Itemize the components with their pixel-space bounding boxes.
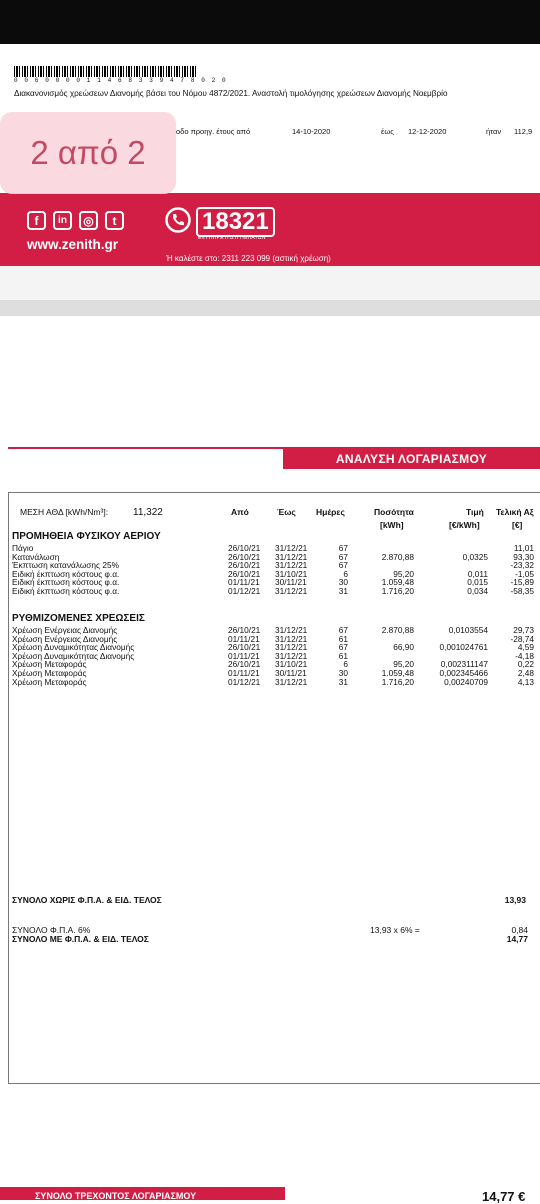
row-total: -23,32 xyxy=(510,560,534,571)
row-total: 29,73 xyxy=(513,625,534,635)
prev-period-to-label: έως xyxy=(381,127,394,136)
row-total: 0,22 xyxy=(517,659,534,670)
col-total-unit: [€] xyxy=(512,520,523,530)
col-price: Τιμή xyxy=(466,507,484,517)
row-from: 26/10/21 xyxy=(228,551,261,562)
row-days: 30 xyxy=(338,668,348,678)
avg-value: 11,322 xyxy=(133,507,163,518)
row-days: 30 xyxy=(338,577,348,588)
row-qty: 2.870,88 xyxy=(381,625,414,635)
twitter-icon[interactable]: t xyxy=(105,211,124,230)
row-total: 11,01 xyxy=(513,543,534,553)
row-to: 31/12/21 xyxy=(275,560,308,571)
row-qty: 1.716,20 xyxy=(381,586,414,596)
row-days: 67 xyxy=(338,642,348,653)
row-to: 31/12/21 xyxy=(275,676,308,687)
website-link[interactable]: www.zenith.gr xyxy=(27,237,118,252)
distribution-notice: Διακανονισμός χρεώσεων Διανομής βάσει του Νόμου 4872/2021. Αναστολή τιμολόγησης χρεώσεων Διανομής Νοεμβρίο xyxy=(14,89,448,98)
vat-value: 0,84 xyxy=(511,925,528,935)
row-days: 61 xyxy=(338,650,348,661)
phone-subtitle: ΕΞΥΠΗΡΕΤΗΣΗ ΠΕΛΑΤΩΝ xyxy=(198,235,266,241)
section-regulated-title: ΡΥΘΜΙΖΟΜΕΝΕΣ ΧΡΕΩΣΕΙΣ xyxy=(12,613,145,624)
row-to: 31/12/21 xyxy=(275,625,308,635)
row-qty: 1.716,20 xyxy=(381,676,414,687)
row-total: -28,74 xyxy=(510,633,534,644)
row-from: 01/12/21 xyxy=(228,676,261,687)
row-qty: 95,20 xyxy=(393,659,414,670)
prev-period-from: 14-10-2020 xyxy=(292,127,331,136)
row-desc: Χρέωση Μεταφοράς xyxy=(12,668,87,678)
row-to: 31/12/21 xyxy=(275,642,308,653)
row-days: 31 xyxy=(338,676,348,687)
prev-period-to: 12-12-2020 xyxy=(408,127,447,136)
row-desc: Ειδική έκπτωση κόστους φ.α. xyxy=(12,586,120,596)
row-desc: Χρέωση Μεταφοράς xyxy=(12,676,87,687)
row-to: 31/12/21 xyxy=(275,543,308,553)
row-desc: Έκπτωση κατανάλωσης 25% xyxy=(12,560,119,571)
row-from: 01/11/21 xyxy=(228,668,260,678)
col-qty-unit: [kWh] xyxy=(380,520,404,530)
analysis-title: ΑΝΑΛΥΣΗ ΛΟΓΑΡΙΑΣΜΟΥ xyxy=(283,449,540,469)
row-days: 61 xyxy=(338,633,348,644)
section-supply-title: ΠΡΟΜΗΘΕΙΑ ΦΥΣΙΚΟΥ ΑΕΡΙΟΥ xyxy=(12,531,161,542)
row-days: 67 xyxy=(338,560,348,571)
row-to: 30/11/21 xyxy=(275,577,307,588)
row-qty: 1.059,48 xyxy=(381,577,414,588)
col-to: Έως xyxy=(277,507,296,517)
row-total: -4,18 xyxy=(515,650,534,661)
page-indicator-badge: 2 από 2 xyxy=(0,112,176,194)
customer-service-phone[interactable]: 18321 xyxy=(196,207,275,237)
row-price: 0,015 xyxy=(467,577,488,588)
row-from: 26/10/21 xyxy=(228,568,261,579)
row-desc: Χρέωση Μεταφοράς xyxy=(12,659,87,670)
col-from: Από xyxy=(231,507,249,517)
row-total: 4,13 xyxy=(517,676,534,687)
row-total: -1,05 xyxy=(515,568,534,579)
row-desc: Χρέωση Δυναμικότητας Διανομής xyxy=(12,650,135,661)
status-bar xyxy=(0,0,540,44)
phone-icon xyxy=(165,207,191,233)
row-to: 31/12/21 xyxy=(275,650,308,661)
row-from: 26/10/21 xyxy=(228,642,261,653)
row-total: 93,30 xyxy=(513,551,534,562)
row-from: 26/10/21 xyxy=(228,543,261,553)
col-qty: Ποσότητα xyxy=(374,507,414,517)
row-from: 26/10/21 xyxy=(228,625,261,635)
brand-banner xyxy=(0,193,540,267)
row-price: 0,011 xyxy=(467,568,488,579)
row-total: -58,35 xyxy=(510,586,534,596)
row-from: 01/12/21 xyxy=(228,586,261,596)
instagram-icon[interactable]: ◎ xyxy=(79,211,98,230)
subtotal-label: ΣΥΝΟΛΟ ΧΩΡΙΣ Φ.Π.Α. & ΕΙΔ. ΤΕΛΟΣ xyxy=(12,895,162,905)
row-total: -15,89 xyxy=(510,577,534,588)
page-shadow xyxy=(0,266,540,300)
total-value: 14,77 xyxy=(506,934,528,944)
row-price: 0,00240709 xyxy=(444,676,488,687)
avg-label: ΜΕΣΗ ΑΘΔ [kWh/Nm³]: xyxy=(20,507,109,517)
row-to: 30/11/21 xyxy=(275,668,307,678)
barcode xyxy=(14,66,198,77)
page-separator xyxy=(0,300,540,316)
row-from: 26/10/21 xyxy=(228,659,261,670)
row-to: 31/12/21 xyxy=(275,633,308,644)
row-desc: Χρέωση Ενέργειας Διανομής xyxy=(12,625,118,635)
row-desc: Χρέωση Ενέργειας Διανομής xyxy=(12,633,118,644)
row-days: 67 xyxy=(338,543,348,553)
row-to: 31/12/21 xyxy=(275,551,308,562)
prev-period-was-label: ήταν xyxy=(486,127,502,136)
row-price: 0,034 xyxy=(467,586,488,596)
vat-calc: 13,93 x 6% = xyxy=(370,925,420,935)
row-total: 2,48 xyxy=(517,668,534,678)
subtotal-value: 13,93 xyxy=(504,895,526,905)
row-days: 67 xyxy=(338,625,348,635)
vat-label: ΣΥΝΟΛΟ Φ.Π.Α. 6% xyxy=(12,925,91,935)
facebook-icon[interactable]: f xyxy=(27,211,46,230)
current-bill-total-amount: 14,77 € xyxy=(482,1189,526,1204)
current-bill-total-bar: ΣΥΝΟΛΟ ΤΡΕΧΟΝΤΟΣ ΛΟΓΑΡΙΑΣΜΟΥ xyxy=(0,1187,285,1200)
prev-period-label: οδο προηγ. έτους από xyxy=(176,127,251,136)
row-qty: 95,20 xyxy=(393,568,414,579)
row-qty: 2.870,88 xyxy=(381,551,414,562)
row-from: 26/10/21 xyxy=(228,560,261,571)
row-price: 0,001024761 xyxy=(439,642,488,653)
row-days: 31 xyxy=(338,586,348,596)
row-days: 6 xyxy=(343,659,348,670)
row-desc: Πάγιο xyxy=(12,543,34,553)
row-qty: 1.059,48 xyxy=(381,668,414,678)
call-us-text: Ή καλέστε στο: 2311 223 099 (αστική χρέωση) xyxy=(166,254,331,263)
row-price: 0,0103554 xyxy=(448,625,488,635)
row-total: 4,59 xyxy=(517,642,534,653)
row-to: 31/10/21 xyxy=(275,568,308,579)
row-days: 6 xyxy=(343,568,348,579)
row-price: 0,002311147 xyxy=(440,659,488,670)
barcode-number: 0 0 6 0 0 0 0 1 1 4 6 8 3 3 9 4 7 8 0 2 0 xyxy=(14,77,228,84)
total-label: ΣΥΝΟΛΟ ΜΕ Φ.Π.Α. & ΕΙΔ. ΤΕΛΟΣ xyxy=(12,934,149,944)
row-from: 01/11/21 xyxy=(228,650,260,661)
prev-period-value: 112,9 xyxy=(514,127,533,136)
linkedin-icon[interactable]: in xyxy=(53,211,72,230)
row-from: 01/11/21 xyxy=(228,577,260,588)
col-total: Τελική Αξ xyxy=(496,507,534,517)
col-price-unit: [€/kWh] xyxy=(449,520,480,530)
row-desc: Ειδική έκπτωση κόστους φ.α. xyxy=(12,568,120,579)
row-to: 31/10/21 xyxy=(275,659,308,670)
row-desc: Ειδική έκπτωση κόστους φ.α. xyxy=(12,577,120,588)
col-days: Ημέρες xyxy=(316,507,345,517)
row-desc: Χρέωση Δυναμικότητας Διανομής xyxy=(12,642,135,653)
row-desc: Κατανάλωση xyxy=(12,551,60,562)
row-to: 31/12/21 xyxy=(275,586,308,596)
row-qty: 66,90 xyxy=(393,642,414,653)
row-price: 0,0325 xyxy=(462,551,488,562)
row-days: 67 xyxy=(338,551,348,562)
row-from: 01/11/21 xyxy=(228,633,260,644)
row-price: 0,002345466 xyxy=(439,668,488,678)
